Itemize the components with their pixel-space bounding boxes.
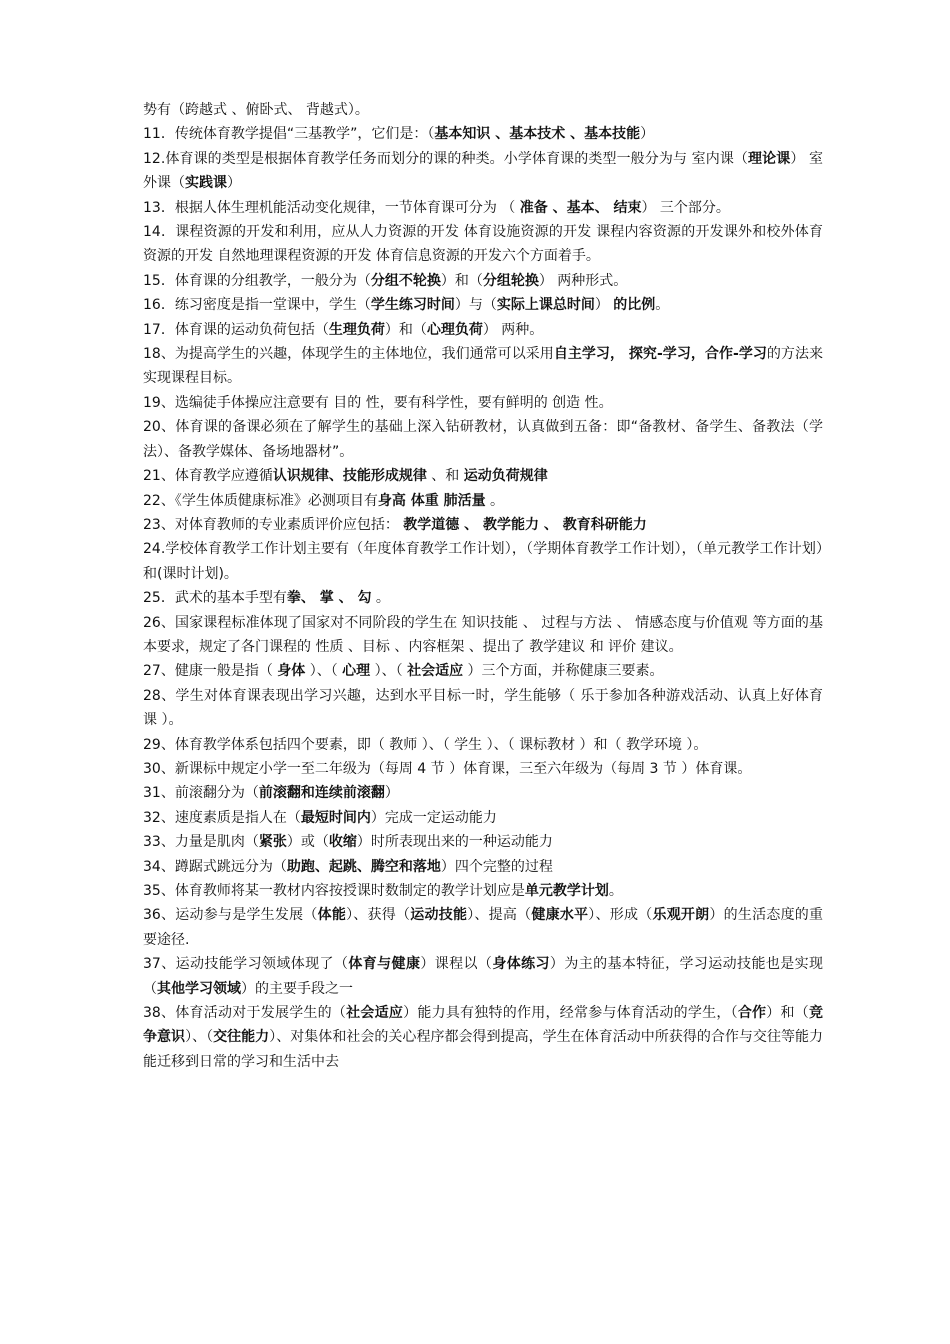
text-segment: ）完成一定运动能力 [370,809,497,826]
text-segment: ）和（ [766,1005,810,1022]
text-segment: 的方法来实现课程目标。 [143,346,823,387]
bold-answer-text: 学生练习时间 [370,297,455,314]
paragraph [143,855,823,879]
text-segment: ）、形成（ [588,907,653,924]
text-segment: ） [384,785,399,802]
bold-answer-text: 交往能力 [213,1029,270,1046]
bold-answer-text: 的比例 [613,297,656,314]
bold-answer-text: 自主学习， 探究-学习，合作-学习 [553,346,767,363]
bold-answer-text: 紧张 [258,834,287,851]
paragraph [143,611,823,660]
bold-answer-text: 体能 [317,907,347,924]
bold-answer-text: 收缩 [328,834,357,851]
text-segment: ）课程以（ [420,956,493,973]
text-segment: 势有（跨越式 、俯卧式、 背越式）。 [143,102,369,118]
paragraph [143,513,823,537]
bold-answer-text: 单元教学计划 [524,883,609,899]
text-segment: 37、运动技能学习领域体现了（ [143,956,349,973]
bold-answer-text: 社会适应 [407,663,464,680]
paragraph [143,147,823,196]
bold-answer-text: 分组轮换 [482,272,539,289]
text-segment: 。 [485,492,505,509]
document-body [143,98,823,1074]
text-segment: ）、对集体和社会的关心程序都会得到提高，学生在体育活动中所获得的合作与交往等能力能迁移到日常的学习和生活中去 [143,1029,824,1070]
text-segment: ） 三个部分。 [641,199,730,216]
text-segment: 12.体育课的类型是根据体育教学任务而划分的课的种类。小学体育课的类型一般分为与 室内课（ [143,150,749,167]
paragraph [143,464,823,488]
text-segment: 38、体育活动对于发展学生的（ [143,1005,347,1022]
paragraph [143,318,823,342]
bold-answer-text: 其他学习领域 [157,980,241,997]
paragraph [143,781,823,805]
paragraph [143,98,823,122]
paragraph [143,903,823,952]
paragraph [143,733,823,757]
text-segment: ） 两种形式。 [538,272,628,289]
text-segment: 16．练习密度是指一堂课中，学生（ [143,297,371,314]
bold-answer-text: 最短时间内 [300,809,371,826]
bold-answer-text: 实际上课总时间 [496,297,595,314]
text-segment: ）、（ [305,663,343,680]
paragraph [143,684,823,733]
paragraph [143,879,823,903]
paragraph [143,415,823,464]
text-segment: 33、力量是肌肉（ [143,834,259,851]
text-segment: 32、速度素质是指人在（ [143,809,301,826]
text-segment: 34、蹲踞式跳远分为（ [143,858,287,875]
text-segment: 26、国家课程标准体现了国家对不同阶段的学生在 知识技能 、 过程与方法 、 情感态度与价值观 等方面的基本要求，规定了各门课程的 性质 、目标 、内容框架 、提出了 教学建议 和 评价 建议。 [143,614,823,655]
paragraph [143,269,823,293]
text-segment: 。 [608,883,623,899]
paragraph [143,537,823,586]
bold-answer-text: 运动技能 [410,907,468,924]
text-segment: 23、对体育教师的专业素质评价应包括： [143,516,404,533]
paragraph [143,489,823,513]
bold-answer-text: 运动负荷规律 [463,468,548,485]
bold-answer-text: 合作 [737,1005,767,1022]
bold-answer-text: 乐观开朗 [652,907,710,924]
text-segment: 。 [655,297,670,314]
paragraph [143,586,823,610]
text-segment: 22、《学生体质健康标准》必测项目有 [143,492,378,509]
text-segment: ）、（ [370,663,408,680]
paragraph [143,391,823,415]
paragraph [143,952,823,1001]
text-segment: 27、健康一般是指（ [143,663,278,680]
bold-answer-text: 心理负荷 [426,321,483,338]
text-segment: ） 两种。 [482,321,544,338]
paragraph [143,293,823,317]
bold-answer-text: 理论课 [748,150,791,167]
bold-answer-text: 健康水平 [531,907,589,924]
text-segment: ）的生活态度的重要途径. [143,907,824,948]
bold-answer-text: 助跑、起跳、腾空和落地 [286,858,441,875]
text-segment: ） [227,175,241,192]
bold-answer-text: 身高 体重 肺活量 [377,492,486,509]
text-segment: 、和 [426,468,464,485]
text-segment: 20、体育课的备课必须在了解学生的基础上深入钻研教材，认真做到五备：即“备教材、备学生、备教法（学法）、备教学媒体、备场地器材”。 [143,419,823,460]
text-segment: 30、新课标中规定小学一至二年级为（每周 4 节 ）体育课，三至六年级为（每周 3 节 ）体育课。 [143,760,752,777]
text-segment: ）四个完整的过程 [440,858,553,875]
text-segment: 29、体育教学体系包括四个要素，即（ 教师 ）、（ 学生 ）、（ 课标教材 ）和（ 教学环境 ）。 [143,736,708,753]
bold-answer-text: 心理 [342,663,371,680]
bold-answer-text: 社会适应 [346,1005,404,1022]
paragraph [143,757,823,781]
text-segment: ）和（ [384,321,427,338]
text-segment: 21、体育教学应遵循 [143,468,273,485]
text-segment: ）或（ [286,834,329,851]
text-segment: 28、学生对体育课表现出学习兴趣，达到水平目标一时，学生能够（ 乐于参加各种游戏活动、认真上好体育课 ）。 [143,687,823,729]
text-segment: 19、选编徒手体操应注意要有 目的 性，要有科学性，要有鲜明的 创造 性。 [143,394,613,411]
paragraph [143,1001,823,1074]
bold-answer-text: 体育与健康 [348,956,421,973]
paragraph [143,806,823,830]
bold-answer-text: 生理负荷 [328,321,385,338]
text-segment: 31、前滚翻分为（ [143,785,259,802]
text-segment: ）和（ [440,272,483,289]
bold-answer-text: 分组不轮换 [370,272,441,289]
paragraph [143,830,823,854]
text-segment: ）的主要手段之一 [241,980,353,997]
text-segment: ） [640,126,655,143]
bold-answer-text: 竞争意识 [143,1005,824,1046]
text-segment: 。 [371,590,390,607]
text-segment: 25．武术的基本手型有 [143,590,287,607]
paragraph [143,122,823,146]
bold-answer-text: 基本知识 、基本技术 、基本技能 [434,126,641,143]
paragraph [143,342,823,391]
paragraph [143,196,823,220]
paragraph [143,220,823,269]
text-segment: ）能力具有独特的作用，经常参与体育活动的学生，（ [403,1005,738,1022]
bold-answer-text: 实践课 [185,175,227,192]
text-segment: ）、（ [185,1029,214,1046]
text-segment: 14．课程资源的开发和利用，应从人力资源的开发 体育设施资源的开发 课程内容资源的开发课外和校外体育资源的开发 自然地理课程资源的开发 体育信息资源的开发六个方面着手。 [143,224,823,265]
text-segment: 11．传统体育教学提倡“三基教学”，它们是：（ [143,126,435,143]
text-segment: ）、提高（ [467,907,532,924]
text-segment: 13．根据人体生理机能活动变化规律，一节体育课可分为 （ [143,199,520,216]
bold-answer-text: 身体 [277,663,306,680]
text-segment: 35、体育教师将某一教材内容按授课时数制定的教学计划应是 [143,883,525,899]
text-segment: ）三个方面，并称健康三要素。 [463,663,664,680]
text-segment: 24.学校体育教学工作计划主要有（年度体育教学工作计划），（学期体育教学工作计划），（单元教学工作计划）和(课时计划)。 [143,541,823,582]
bold-answer-text: 准备 、基本、 结束 [519,199,642,216]
text-segment: ）与（ [454,297,497,314]
text-segment: 36、运动参与是学生发展（ [143,907,318,924]
bold-answer-text: 前滚翻和连续前滚翻 [258,785,385,802]
bold-answer-text: 教学道德 、 教学能力 、 教育科研能力 [403,516,647,533]
bold-answer-text: 拳、 掌 、 勾 [286,590,372,607]
text-segment: 18、为提高学生的兴趣，体现学生的主体地位，我们通常可以采用 [143,346,554,363]
text-segment: ） [594,297,614,314]
bold-answer-text: 身体练习 [492,956,550,973]
text-segment: ）、获得（ [346,907,411,924]
text-segment: ）时所表现出来的一种运动能力 [356,834,553,851]
text-segment: 17．体育课的运动负荷包括（ [143,321,329,338]
text-segment: ）为主的基本特征，学习运动技能也是实现（ [143,956,824,997]
text-segment: 15．体育课的分组教学，一般分为（ [143,272,371,289]
text-segment: ） 室外课（ [143,150,824,192]
paragraph [143,659,823,683]
bold-answer-text: 认识规律、技能形成规律 [272,468,427,485]
